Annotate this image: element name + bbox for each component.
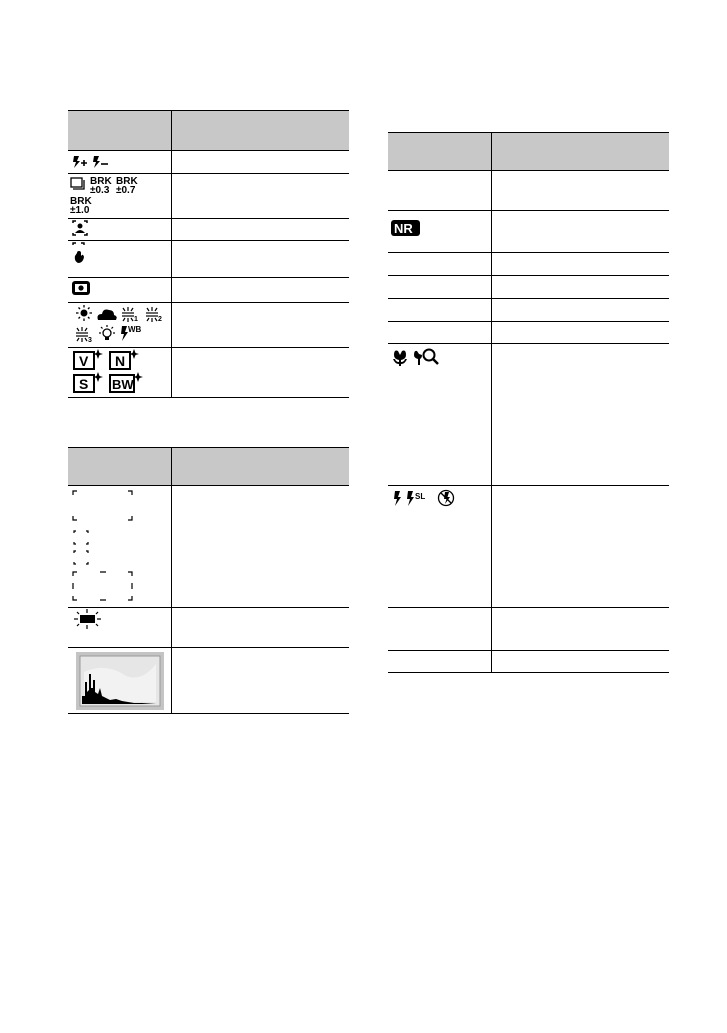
- macro-icons: [390, 347, 450, 369]
- table-row: [68, 241, 349, 278]
- table-row: [68, 174, 349, 219]
- header-cell-indication: [491, 133, 669, 171]
- face-detection-icon: [70, 219, 90, 237]
- header-cell-display: [68, 448, 171, 486]
- af-illuminator-icon: [70, 608, 110, 630]
- white-balance-icons: [70, 303, 170, 345]
- table-header-row: [388, 133, 669, 171]
- table-row: [388, 299, 669, 322]
- svg-text:BW: BW: [112, 377, 134, 392]
- bracket-cell: [68, 174, 171, 219]
- flash-mode-cell: [388, 486, 491, 608]
- flash-mode-icons: [390, 489, 470, 509]
- af-range-finder-frame-icons: [70, 486, 150, 604]
- svg-text:S: S: [79, 376, 89, 392]
- table-row: [68, 486, 349, 608]
- svg-text:3: 3: [88, 337, 92, 344]
- table-row: [68, 608, 349, 648]
- af-illuminator-cell: [68, 608, 171, 648]
- svg-text:N: N: [115, 353, 126, 369]
- header-cell-display: [388, 133, 491, 171]
- table-row: [388, 253, 669, 276]
- metering-mode-icon: [70, 278, 92, 298]
- table-row: [388, 211, 669, 253]
- noise-reduction-cell: [388, 211, 491, 253]
- histogram-icon: [76, 652, 164, 710]
- table-row: [388, 344, 669, 486]
- table-row: [388, 322, 669, 344]
- af-range-finder-cell: [68, 486, 171, 608]
- svg-text:V: V: [79, 353, 89, 369]
- nr-slow-shutter-icon: [390, 219, 422, 237]
- table-row: [388, 608, 669, 651]
- spot-metering-cell: [68, 219, 171, 241]
- table-row: [68, 303, 349, 348]
- flash-exposure-compensation-icon: [70, 151, 130, 171]
- table-row: [388, 486, 669, 608]
- metering-mode-cell: [68, 278, 171, 303]
- magnifier-macro-icon: [414, 350, 438, 366]
- brk-10-label: BRK ±1.0: [70, 196, 92, 216]
- table-row: [68, 219, 349, 241]
- continuous-shooting-icon: [70, 177, 86, 191]
- header-cell-indication: [171, 448, 349, 486]
- table-row: [68, 151, 349, 174]
- white-balance-cell: [68, 303, 171, 348]
- svg-text:1: 1: [134, 316, 138, 323]
- svg-text:2: 2: [158, 316, 162, 323]
- table-row: [68, 348, 349, 398]
- flash-comp-cell: [68, 151, 171, 174]
- header-cell-display: [68, 111, 171, 151]
- table-row: [68, 278, 349, 303]
- indicator-table-1: [68, 110, 349, 398]
- table-row: [388, 276, 669, 299]
- table-header-row: [68, 448, 349, 486]
- color-mode-icons: [70, 348, 170, 396]
- macro-icon: [393, 351, 407, 367]
- brk-03-label: BRK ±0.3: [90, 176, 112, 196]
- table-row: [68, 648, 349, 714]
- wb-flash-label: WB: [128, 325, 142, 334]
- brk-07-label: BRK ±0.7: [116, 176, 138, 196]
- header-cell-indication: [171, 111, 349, 151]
- histogram-cell: [68, 648, 171, 714]
- touch-focus-cell: [68, 241, 171, 278]
- svg-text:NR: NR: [394, 221, 413, 236]
- slow-sync-label: SL: [415, 492, 426, 501]
- touch-focus-icon: [70, 241, 90, 265]
- indicator-table-3: [388, 132, 669, 673]
- indicator-table-2: [68, 447, 349, 714]
- macro-cell: [388, 344, 491, 486]
- table-row: [388, 651, 669, 673]
- table-header-row: [68, 111, 349, 151]
- table-row: [388, 171, 669, 211]
- color-mode-cell: [68, 348, 171, 398]
